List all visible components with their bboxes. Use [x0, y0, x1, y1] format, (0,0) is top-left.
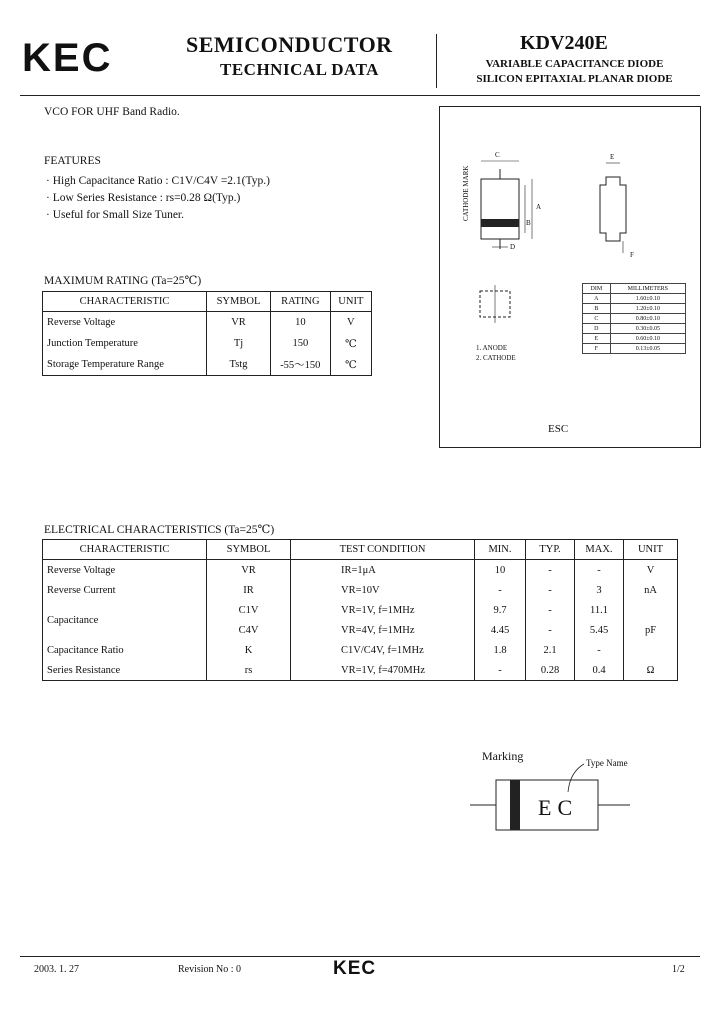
table-row	[583, 294, 686, 304]
table-cell: 0.30±0.05	[610, 324, 685, 334]
dimension-table	[582, 283, 686, 354]
table-cell: 0.60±0.10	[610, 334, 685, 344]
table-row	[43, 560, 678, 581]
feature-item: · High Capacitance Ratio : C1V/C4V =2.1(Typ.)	[46, 175, 270, 187]
table-cell: -	[475, 580, 526, 600]
table-row	[43, 660, 678, 681]
technical-data-title: TECHNICAL DATA	[220, 60, 379, 79]
table-cell: Junction Temperature	[43, 333, 207, 354]
table-cell: F	[583, 344, 611, 354]
table-cell: Reverse Voltage	[43, 312, 207, 334]
table-cell: C4V	[207, 620, 291, 640]
max-rating-table	[42, 291, 372, 376]
table-cell: IR=1μA	[291, 560, 475, 581]
dim-label: D	[510, 243, 516, 251]
marking-title: Marking	[482, 749, 524, 763]
feature-item: · Low Series Resistance : rs=0.28 Ω(Typ.)	[46, 192, 241, 204]
electrical-characteristics-table	[42, 539, 678, 681]
type-name-pointer	[568, 764, 584, 792]
dim-label: C	[495, 151, 500, 159]
dim-label: B	[526, 219, 531, 227]
dim-label: E	[610, 153, 615, 161]
package-side-view	[600, 177, 626, 241]
table-cell: Series Resistance	[43, 660, 207, 681]
table-header-row	[583, 284, 686, 294]
table-cell: VR=10V	[291, 580, 475, 600]
table-cell: 0.28	[526, 660, 575, 681]
column-header: DIM	[583, 284, 611, 294]
table-row	[43, 312, 372, 334]
table-cell: IR	[207, 580, 291, 600]
table-cell: 2.1	[526, 640, 575, 660]
column-header: UNIT	[624, 540, 678, 560]
table-cell: 4.45	[475, 620, 526, 640]
table-cell: B	[583, 304, 611, 314]
table-cell: Capacitance	[43, 600, 207, 640]
table-cell: rs	[207, 660, 291, 681]
table-header-row	[43, 292, 372, 312]
table-cell: -	[526, 600, 575, 620]
table-row	[583, 304, 686, 314]
feature-item: · Useful for Small Size Tuner.	[46, 209, 184, 221]
table-row	[43, 640, 678, 660]
table-cell: pF	[624, 600, 678, 660]
table-cell: 5.45	[575, 620, 624, 640]
table-cell: V	[624, 560, 678, 581]
description-line-2: SILICON EPITAXIAL PLANAR DIODE	[476, 73, 673, 85]
table-cell: Ω	[624, 660, 678, 681]
table-cell: A	[583, 294, 611, 304]
header-rule	[20, 95, 700, 96]
table-cell: Capacitance Ratio	[43, 640, 207, 660]
column-header: CHARACTERISTIC	[43, 540, 207, 560]
footer-date: 2003. 1. 27	[34, 964, 79, 975]
table-row	[43, 354, 372, 376]
table-row	[43, 580, 678, 600]
table-cell: C1V/C4V, f=1MHz	[291, 640, 475, 660]
dim-label: A	[536, 203, 542, 211]
table-cell: 3	[575, 580, 624, 600]
features-list	[46, 173, 270, 224]
table-cell: 0.4	[575, 660, 624, 681]
table-cell: 1.20±0.10	[610, 304, 685, 314]
table-cell: VR=4V, f=1MHz	[291, 620, 475, 640]
column-header: TEST CONDITION	[291, 540, 475, 560]
table-cell: Tstg	[207, 354, 271, 376]
table-cell: 0.80±0.10	[610, 314, 685, 324]
package-top-view	[481, 179, 519, 239]
table-row	[583, 344, 686, 354]
table-cell: K	[207, 640, 291, 660]
package-name: ESC	[548, 423, 569, 435]
dim-label: F	[630, 251, 634, 259]
column-header: MIN.	[475, 540, 526, 560]
cathode-mark-label: CATHODE MARK	[462, 165, 470, 221]
table-cell: Reverse Current	[43, 580, 207, 600]
table-cell: VR=1V, f=1MHz	[291, 600, 475, 620]
table-row	[43, 333, 372, 354]
table-cell: 11.1	[575, 600, 624, 620]
footer-page: 1/2	[672, 964, 685, 975]
table-cell: 10	[475, 560, 526, 581]
table-cell: -	[526, 620, 575, 640]
table-cell: 9.7	[475, 600, 526, 620]
pin-list	[476, 343, 516, 363]
elec-title: ELECTRICAL CHARACTERISTICS (Ta=25℃)	[44, 524, 275, 536]
footer-kec-logo: KEC	[333, 958, 377, 979]
table-cell: Reverse Voltage	[43, 560, 207, 581]
table-cell: C1V	[207, 600, 291, 620]
table-cell: 1.60±0.10	[610, 294, 685, 304]
table-cell: E	[583, 334, 611, 344]
features-title: FEATURES	[44, 155, 101, 167]
package-drawing	[440, 107, 700, 447]
table-cell: -	[526, 580, 575, 600]
semiconductor-title: SEMICONDUCTOR	[186, 32, 393, 57]
column-header: SYMBOL	[207, 292, 271, 312]
table-cell: V	[330, 312, 371, 334]
max-rating-title: MAXIMUM RATING (Ta=25℃)	[44, 275, 202, 287]
type-name-label: Type Name	[586, 758, 628, 768]
table-cell: VR=1V, f=470MHz	[291, 660, 475, 681]
column-header: MILLIMETERS	[610, 284, 685, 294]
table-cell: C	[583, 314, 611, 324]
pin-label: 1. ANODE	[476, 344, 508, 352]
header-divider	[436, 34, 437, 88]
table-cell: ℃	[330, 333, 371, 354]
table-header-row	[43, 540, 678, 560]
column-header: TYP.	[526, 540, 575, 560]
table-row	[583, 314, 686, 324]
table-cell: D	[583, 324, 611, 334]
column-header: MAX.	[575, 540, 624, 560]
kec-logo: KEC	[22, 36, 113, 80]
table-cell: nA	[624, 580, 678, 600]
table-cell: Storage Temperature Range	[43, 354, 207, 376]
table-cell: 150	[270, 333, 330, 354]
table-cell: -55～150	[270, 354, 330, 376]
part-number: KDV240E	[520, 32, 608, 54]
table-cell: -	[575, 560, 624, 581]
table-cell: 10	[270, 312, 330, 334]
footer-revision: Revision No : 0	[178, 964, 242, 975]
package-outline-box	[439, 106, 701, 448]
description-line-1: VARIABLE CAPACITANCE DIODE	[485, 58, 664, 70]
cathode-band	[481, 219, 519, 227]
application-text: VCO FOR UHF Band Radio.	[44, 106, 180, 118]
marking-cathode-band	[510, 780, 520, 830]
table-cell: Tj	[207, 333, 271, 354]
table-cell: ℃	[330, 354, 371, 376]
marking-code: EC	[538, 795, 579, 820]
footer-rule	[20, 956, 700, 957]
column-header: RATING	[270, 292, 330, 312]
table-cell: VR	[207, 312, 271, 334]
column-header: CHARACTERISTIC	[43, 292, 207, 312]
table-row	[43, 600, 678, 620]
table-cell: -	[475, 660, 526, 681]
table-row	[583, 334, 686, 344]
table-cell: 1.8	[475, 640, 526, 660]
table-cell: VR	[207, 560, 291, 581]
pin-label: 2. CATHODE	[476, 354, 516, 362]
column-header: UNIT	[330, 292, 371, 312]
column-header: SYMBOL	[207, 540, 291, 560]
table-row	[583, 324, 686, 334]
table-cell: -	[526, 560, 575, 581]
table-cell: 0.13±0.05	[610, 344, 685, 354]
table-cell: -	[575, 640, 624, 660]
